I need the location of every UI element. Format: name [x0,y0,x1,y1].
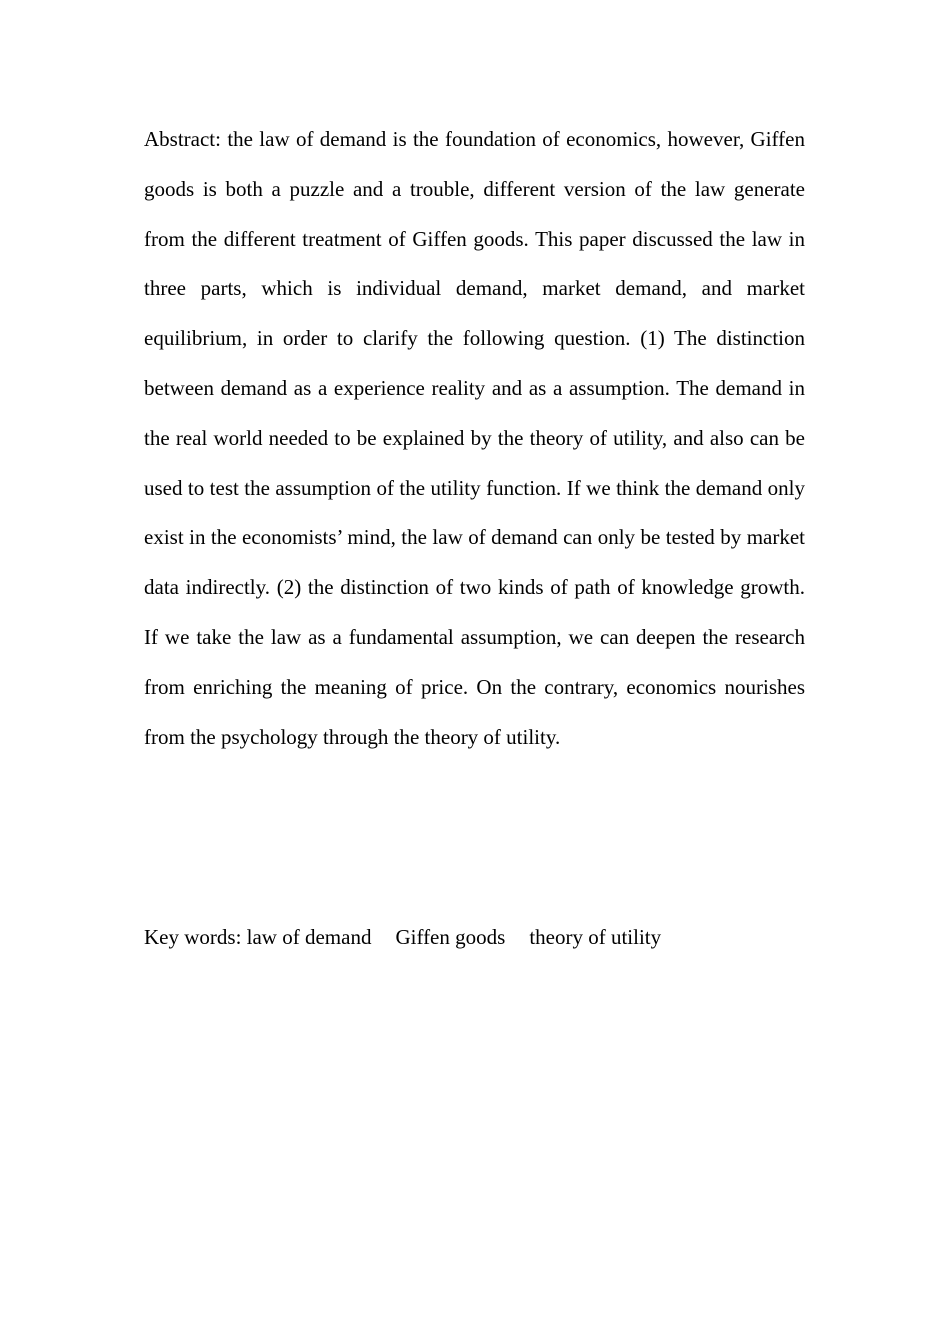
keywords-line [144,912,805,962]
keyword-term: theory of utility [529,925,662,949]
keyword-term: Giffen goods [395,925,506,949]
abstract-paragraph: Abstract: the law of demand is the foundation of economics, however, Giffen goods is both a puzzle and a trouble, different version of the law generate from the different treatment of Giffen goods. This paper discussed the law in three parts, which is individual demand, market demand, and market equilibrium, in order to clarify the following question. (1) The distinction between demand as a experience reality and as a assumption. The demand in the real world needed to be explained by the theory of utility, and also can be used to test the assumption of the utility function. If we think the demand only exist in the economists’ mind, the law of demand can only be tested by market data indirectly. (2) the distinction of two kinds of path of knowledge growth. If we take the law as a fundamental assumption, we can deepen the research from enriching the meaning of price. On the contrary, economics nourishes from the psychology through the theory of utility. [144,127,805,749]
keywords-label: Key words: [144,925,242,949]
keyword-term: law of demand [246,925,372,949]
